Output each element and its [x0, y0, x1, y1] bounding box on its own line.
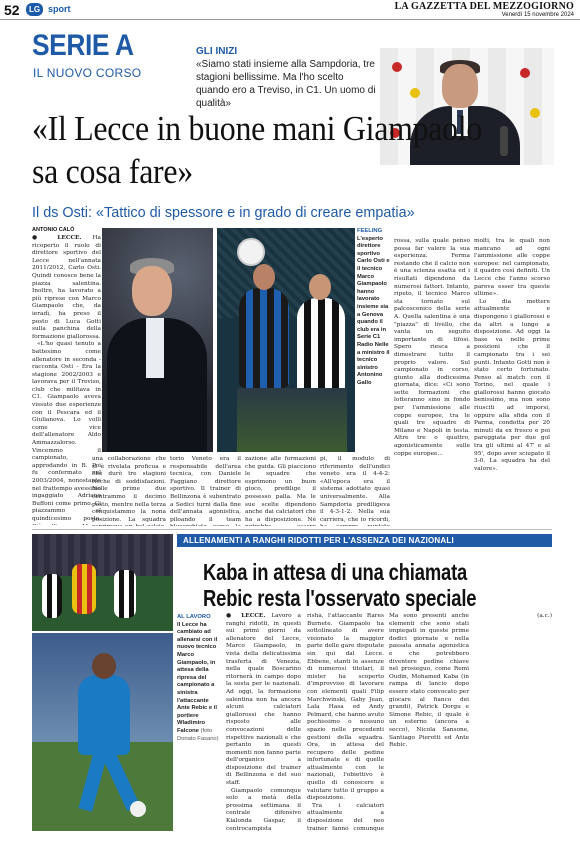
- photo-giampaolo: [102, 228, 213, 452]
- article2-column-1: ● LECCE. Lavoro a ranghi ridotti, in questi sui primi giorni da allenatore del Lecce, Marco Giampaolo, in vista della delicatissima trasferta di Venezia, nella quale Boscarino ritornerà in campo dopo la sosta per le nazionali. Ad oggi, la formazione salentina non ha ancora alcuni calciatori giallorossi che hanno risposto alle convocazioni delle rispettive nazionali e che pertanto in questi momenti non fanno parte dell'organico a disposizione del trainer di Bellinzona e del suo staff. Giampaolo comunque solo a metà della prossima settimana il centrale difensivo Kialonda Gaspar, il centrocampista: [226, 613, 301, 832]
- article1-column-5: pi, il modulo di riferimento dell'undici veneto era il 4-4-2: «All'epoca era il sistema adottato quasi universalmente. Alla Sampdoria prediligeva il 4-3-1-2. Nella sua carriera, che io ricordi,: [320, 456, 390, 523]
- article1-column-3: torio Veneto era il responsabile dell'area tecnica, con Daniele Faggiano direttore sportivo. Il trainer di Bellinzona è subentrato a Sedici turni dalla fine dell'annata agonistica, piloando il team: [170, 456, 241, 523]
- article2-column-2: risha, l'attaccante Rares Burnete. Giampaolo ha sottolineato di avere visionato la maggior parte delle gare disputate sin qui dal Lecce. Ebbene, stanti le assenze di numerosi titolari, il mister ha scoperto d'improvviso di lavorare con elementi quali Filip Marchwinski, Gaby Jean, Lala Hasa ed Andy Pelmard, che hanno avuto pochissimo o nessuno spazio nelle precedenti gestioni della squadra. Ora, in attesa del recupero delle pedine infortunate e di quelle attualmente con le nazionali, l'obiettivo è quello di conoscere e valutare tutto il gruppo a disposizione. Tra i calciatori attualmente a disposizione del neo trainer fanno comunque: [307, 613, 384, 832]
- section-subtitle: IL NUOVO CORSO: [33, 66, 142, 80]
- quote-heading: GLI INIZI: [196, 46, 238, 57]
- photo-caption-al-lavoro: AL LAVORO Il Lecce ha cambiato ad allenarsi con il nuovo tecnico Marco Giampaolo, in attesa della ripresa del campionato a sinistra l'attaccante Ante Rebic e il portiere Wladimiro Falcone (foto Donato Fasano): [177, 614, 219, 742]
- photo-match-action: [217, 228, 355, 452]
- article1-column-2: una collaborazione che si è rivelata proficua e che durò tre stagioni ricche di soddisfazioni. Nelle prime due centrammo il decimo posto, mentre nella terza conquistammo la nona posizione. La squadra: [92, 456, 166, 523]
- byline: ANTONIO CALÒ: [32, 227, 75, 233]
- article1-column-1: ● LECCE. Ha ricoperto il ruolo di direttore sportivo del Lecce nell'annata 2011/2012, Carlo Osti. Quindi conosce bene la piazza salentina. Inoltre, ha lavorato a più riprese con Marco Giampaolo che, da ieradì, ha preso il posto di Luca Gotti sulla panchina della formazione giallorossa. «L'ho quasi tenuto a battesimo come allenatore in seconda - racconta Osti - Era la stagione 2002/2003 e lavorava per il Treviso, club che militava in C1. Giampaolo aveva vissuto due esperienze con il Pescara ed il Giulianova. Lo volli come vice dell'allenatore Aldo Ammazzalorso. Vincemmo il campionato, approdando in B. Poi fu confermato nel 2003/2004, nonostante nel frattempo avessimo ingaggiato Adriano Buffoni come primo. Ci piazzammo al quindicesimo posto.: [32, 235, 101, 522]
- divider: [32, 529, 552, 530]
- article2-column-3: Ma sono presenti anche elementi che sono stati impiegati in queste prime dodici giornate e nella passata annata agonistica e che potrebbero diventere pedine chiave nel prosieguo, come Remi Oudin, Mohamed Kaba (in rampa di lancio dopo essere stato convocato per giocare al fianco dei grandi), Patrick Dorgu e Simone Rebic, il quale è un esterno (ancora a secco), Nicola Sansone, Santiago Pierotti ed Ante Rebic.: [389, 613, 469, 749]
- kicker-banner: ALLENAMENTI A RANGHI RIDOTTI PER L'ASSENZA DEI NAZIONALI: [177, 534, 552, 547]
- photo-caption-feeling: FEELING L'esperto direttore sportivo Carlo Osti e il tecnico Marco Giampaolo hanno lavorato insieme sia a Genova quando il club era in Serie C1 Radio Nelle a ministro il tecnico sinistro Antonino Gallo: [357, 228, 390, 386]
- subheadline: Il ds Osti: «Tattico di spessore e in grado di creare empatia»: [32, 204, 415, 221]
- page-number: 52: [4, 2, 20, 18]
- quote-text: «Siamo stati insieme alla Sampdoria, tre stagioni bellissime. Ma l'ho scelto quando ero a Treviso, in C1. Un uomo di qualità»: [196, 59, 376, 109]
- paper-logo-icon: LG: [26, 3, 43, 16]
- masthead: [0, 0, 580, 20]
- article1-column-7: molti, tra le quali non mancano ad ogni l'ammissione alle coppe europee: nel campionato, il quadro così definiti. Un Lecce che l'anno scorso pareva esser tra queste ultime». Lo dia mettere attualmente e dispongono i giallorossi e da altri a lungo a disposizione. Ad oggi la base va nelle prime posizioni che il campionato tra i sei punti. Intanto Gotti non è stato certo fortunato. Penso al match con il Torino, nel quale i giallorossi hanno giocato benissimo, ma non sono riusciti ad imporsi, oppure alla sfida con il Parma, condotta per 20 minuti da ex fresco e poi pareggiata per due gol tra gli ultimi al 47' e al 95', dopo aver sciupato il 3-0. La squadra ha del valore».: [474, 238, 550, 472]
- photo-goalkeeper: [32, 633, 173, 831]
- article1-column-6: rossa, sulla quale penso possa far valere la sua esperienza. Ferma restando che il calcio non è una scienza esatta ed i risultati dipendono da numerosi fattori. Intanto, ripeto, il tecnico Marco sta tornato sul palcoscenico della serie A. Quella salentina è una "piazza" di livello, che vanta un seguito importante di tifosi. Spero riesca a dimostrare tutto il proprio valore. Sul campionato in corso, giunto alla dodicesima giornata, dice: «Ci sono sette formazioni che lotteranno sino in fondo per l'ammissione alle coppe europee, tra le quali tre squadre di Milano e Napoli in testa. Altre tre o quattro, agonisticamente sulle coppe europee...: [394, 238, 470, 457]
- paper-date: Venerdì 15 novembre 2024: [501, 12, 574, 18]
- photo-lecce-match: [32, 534, 173, 631]
- article2-column-4: (a.c.): [537, 613, 552, 619]
- section-label: sport: [48, 4, 71, 14]
- paper-name: LA GAZZETTA DEL MEZZOGIORNO: [394, 1, 574, 12]
- secondary-headline: Kaba in attesa di una chiamata Rebic resta l'osservato speciale: [203, 559, 477, 611]
- article1-column-4: zazione alle formazioni che guida. Gli piacciono le squadre che esprimono un buon gioco, predilige il possesso palla. Ma le sue scelte dipendono anche dai calciatori che ha a disposizione. Né: [245, 456, 316, 523]
- pull-quote: [196, 46, 376, 110]
- section-title: SERIE A: [32, 29, 134, 62]
- main-headline: «Il Lecce in buone mani Giampaolo sa cosa fare»: [32, 109, 483, 191]
